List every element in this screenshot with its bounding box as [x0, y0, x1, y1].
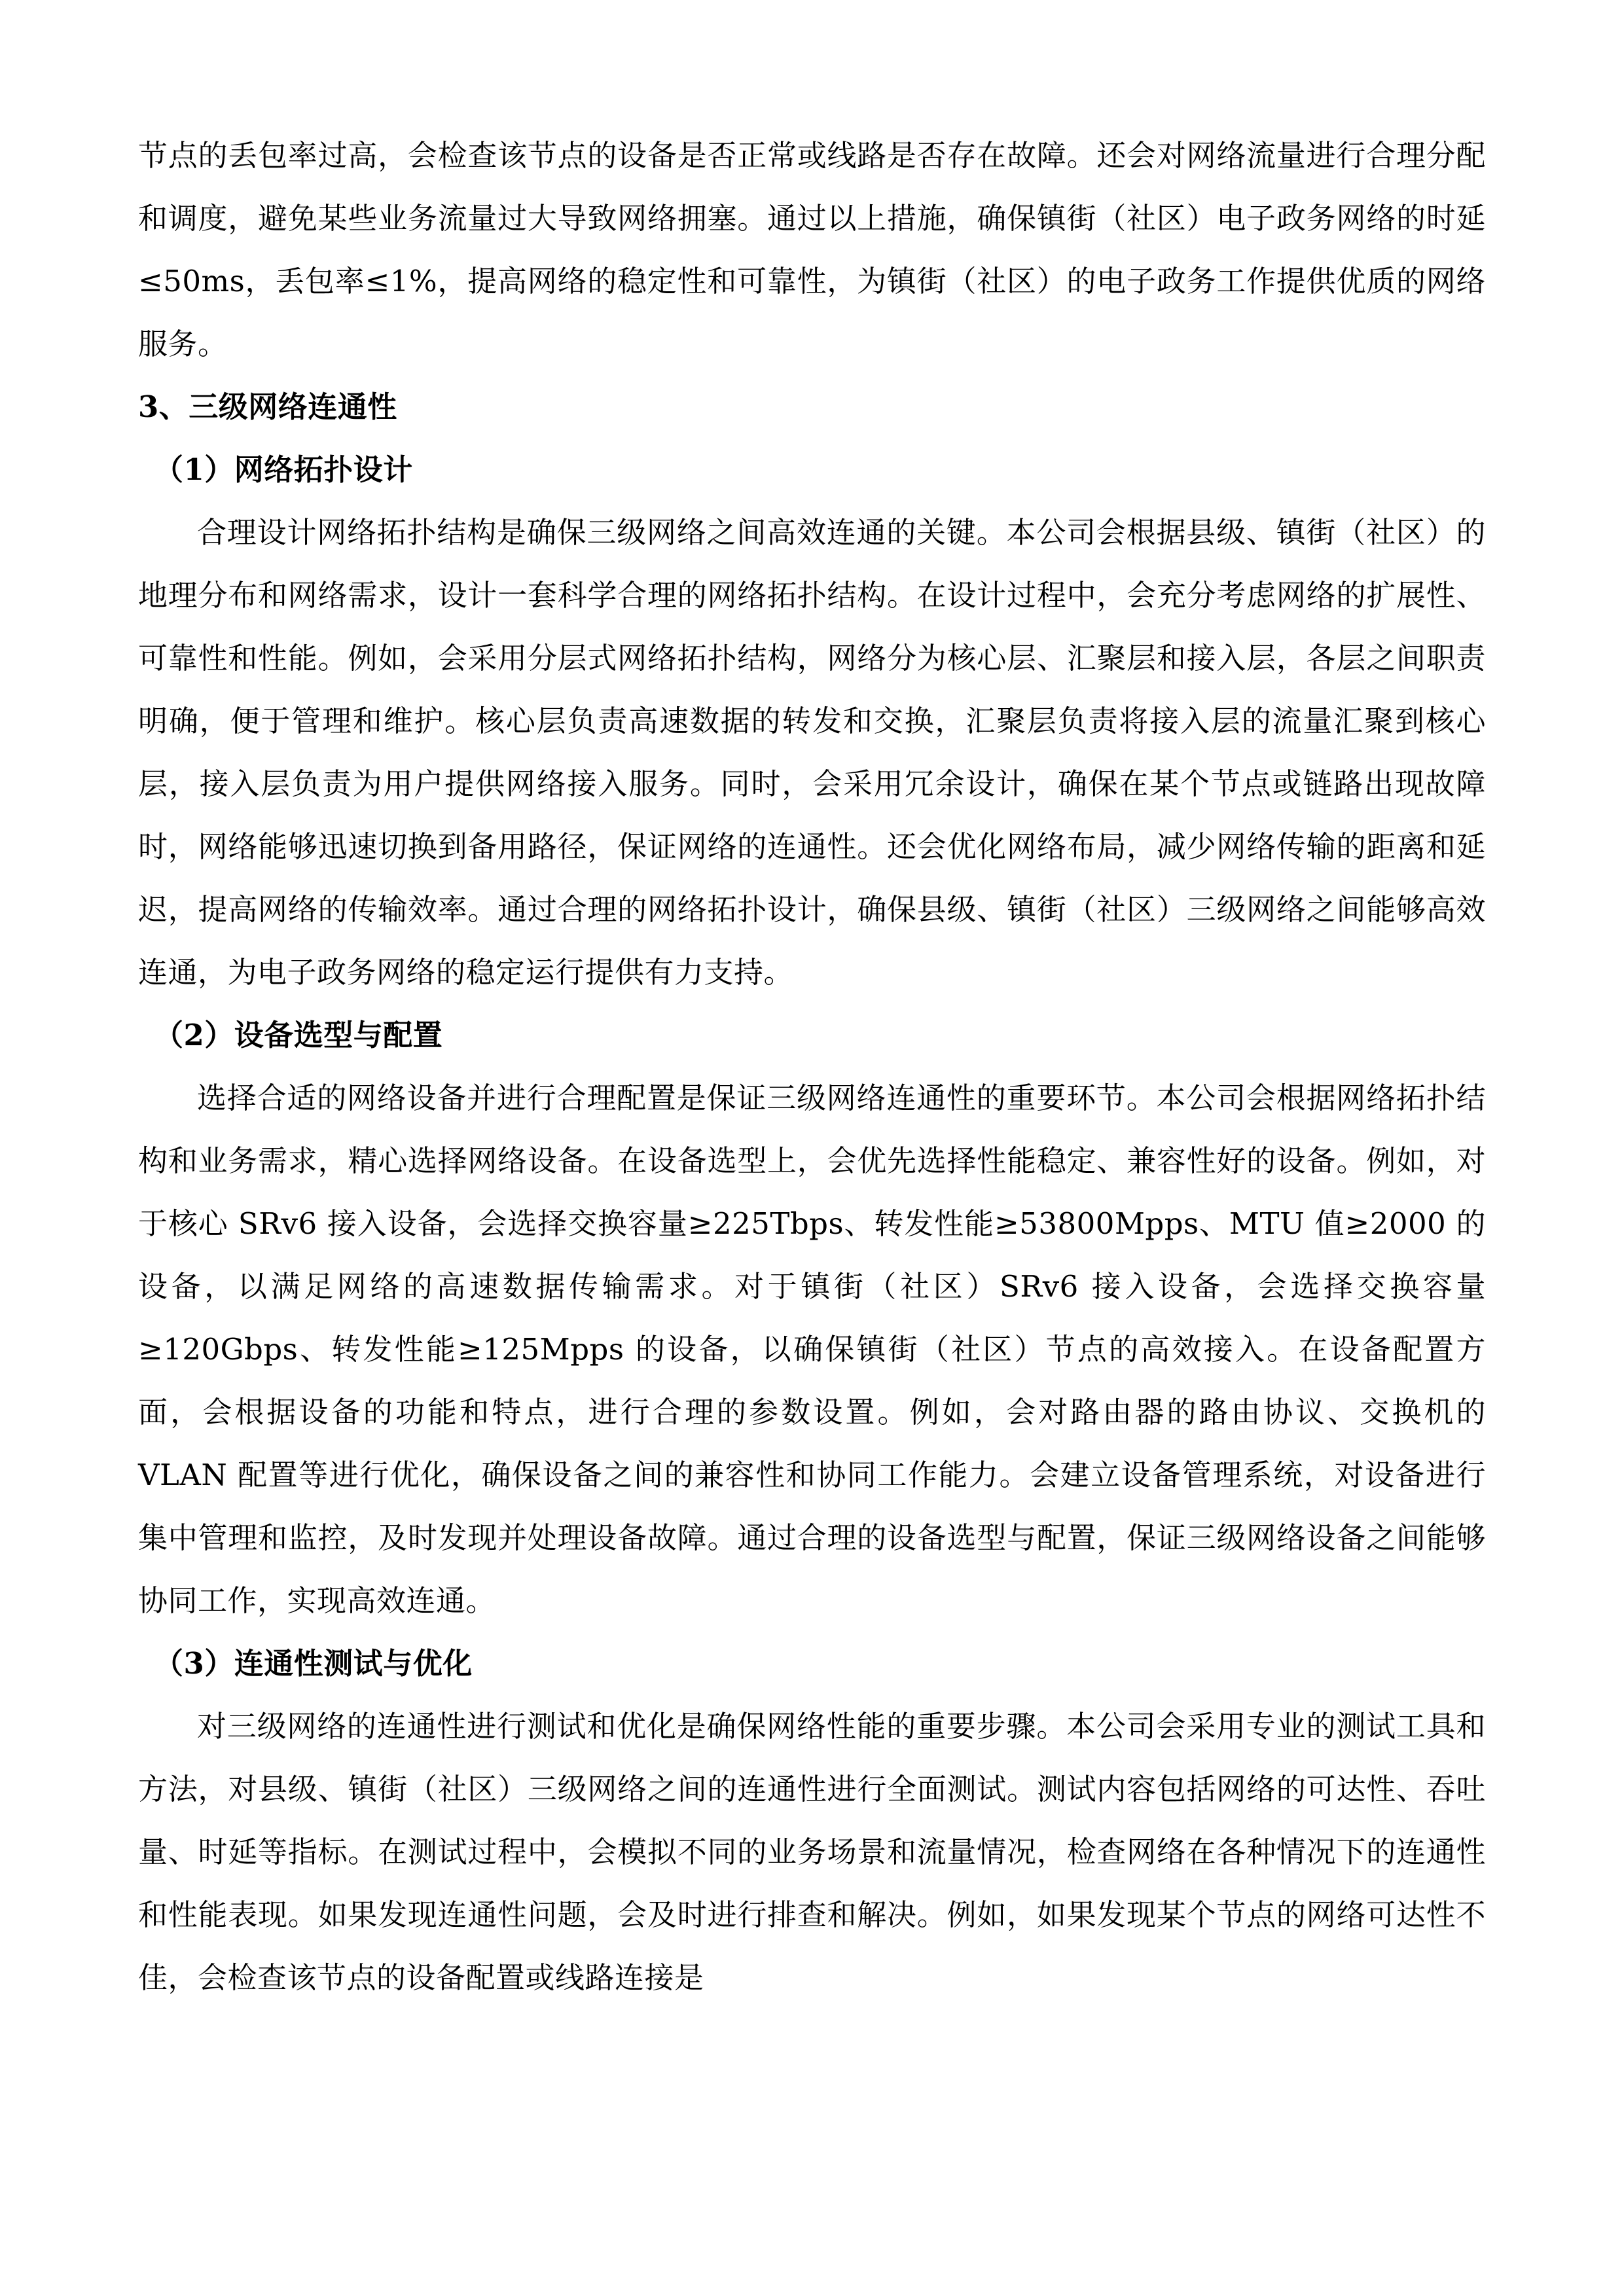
document-body — [138, 124, 1486, 2009]
paragraph-continued-top: 节点的丢包率过高，会检查该节点的设备是否正常或线路是否存在故障。还会对网络流量进行合理分配和调度，避免某些业务流量过大导致网络拥塞。通过以上措施，确保镇街（社区）电子政务网络的时延≤50ms，丢包率≤1%，提高网络的稳定性和可靠性，为镇街（社区）的电子政务工作提供优质的网络服务。 — [138, 138, 1486, 361]
heading-three-tier-network-connectivity: 3、三级网络连通性 — [138, 389, 397, 424]
paragraph-device-selection-configuration: 选择合适的网络设备并进行合理配置是保证三级网络连通性的重要环节。本公司会根据网络拓扑结构和业务需求，精心选择网络设备。在设备选型上，会优先选择性能稳定、兼容性好的设备。例如，对于核心 SRv6 接入设备，会选择交换容量≥225Tbps、转发性能≥53800Mpps、MTU 值≥2000 的设备，以满足网络的高速数据传输需求。对于镇街（社区）SRv6 接入设备，会选择交换容量≥120Gbps、转发性能≥125Mpps 的设备，以确保镇街（社区）节点的高效接入。在设备配置方面，会根据设备的功能和特点，进行合理的参数设置。例如，会对路由器的路由协议、交换机的 VLAN 配置等进行优化，确保设备之间的兼容性和协同工作能力。会建立设备管理系统，对设备进行集中管理和监控，及时发现并处理设备故障。通过合理的设备选型与配置，保证三级网络设备之间能够协同工作，实现高效连通。 — [138, 1081, 1486, 1618]
paragraph-connectivity-test-optimization: 对三级网络的连通性进行测试和优化是确保网络性能的重要步骤。本公司会采用专业的测试工具和方法，对县级、镇街（社区）三级网络之间的连通性进行全面测试。测试内容包括网络的可达性、吞吐量、时延等指标。在测试过程中，会模拟不同的业务场景和流量情况，检查网络在各种情况下的连通性和性能表现。如果发现连通性问题，会及时进行排查和解决。例如，如果发现某个节点的网络可达性不佳，会检查该节点的设备配置或线路连接是 — [138, 1709, 1486, 1995]
heading-device-selection-configuration: （2）设备选型与配置 — [154, 1018, 443, 1052]
heading-network-topology-design: （1）网络拓扑设计 — [154, 452, 413, 487]
paragraph-network-topology-design: 合理设计网络拓扑结构是确保三级网络之间高效连通的关键。本公司会根据县级、镇街（社区）的地理分布和网络需求，设计一套科学合理的网络拓扑结构。在设计过程中，会充分考虑网络的扩展性、可靠性和性能。例如，会采用分层式网络拓扑结构，网络分为核心层、汇聚层和接入层，各层之间职责明确，便于管理和维护。核心层负责高速数据的转发和交换，汇聚层负责将接入层的流量汇聚到核心层，接入层负责为用户提供网络接入服务。同时，会采用冗余设计，确保在某个节点或链路出现故障时，网络能够迅速切换到备用路径，保证网络的连通性。还会优化网络布局，减少网络传输的距离和延迟，提高网络的传输效率。通过合理的网络拓扑设计，确保县级、镇街（社区）三级网络之间能够高效连通，为电子政务网络的稳定运行提供有力支持。 — [138, 515, 1486, 990]
heading-connectivity-test-optimization: （3）连通性测试与优化 — [154, 1646, 473, 1681]
